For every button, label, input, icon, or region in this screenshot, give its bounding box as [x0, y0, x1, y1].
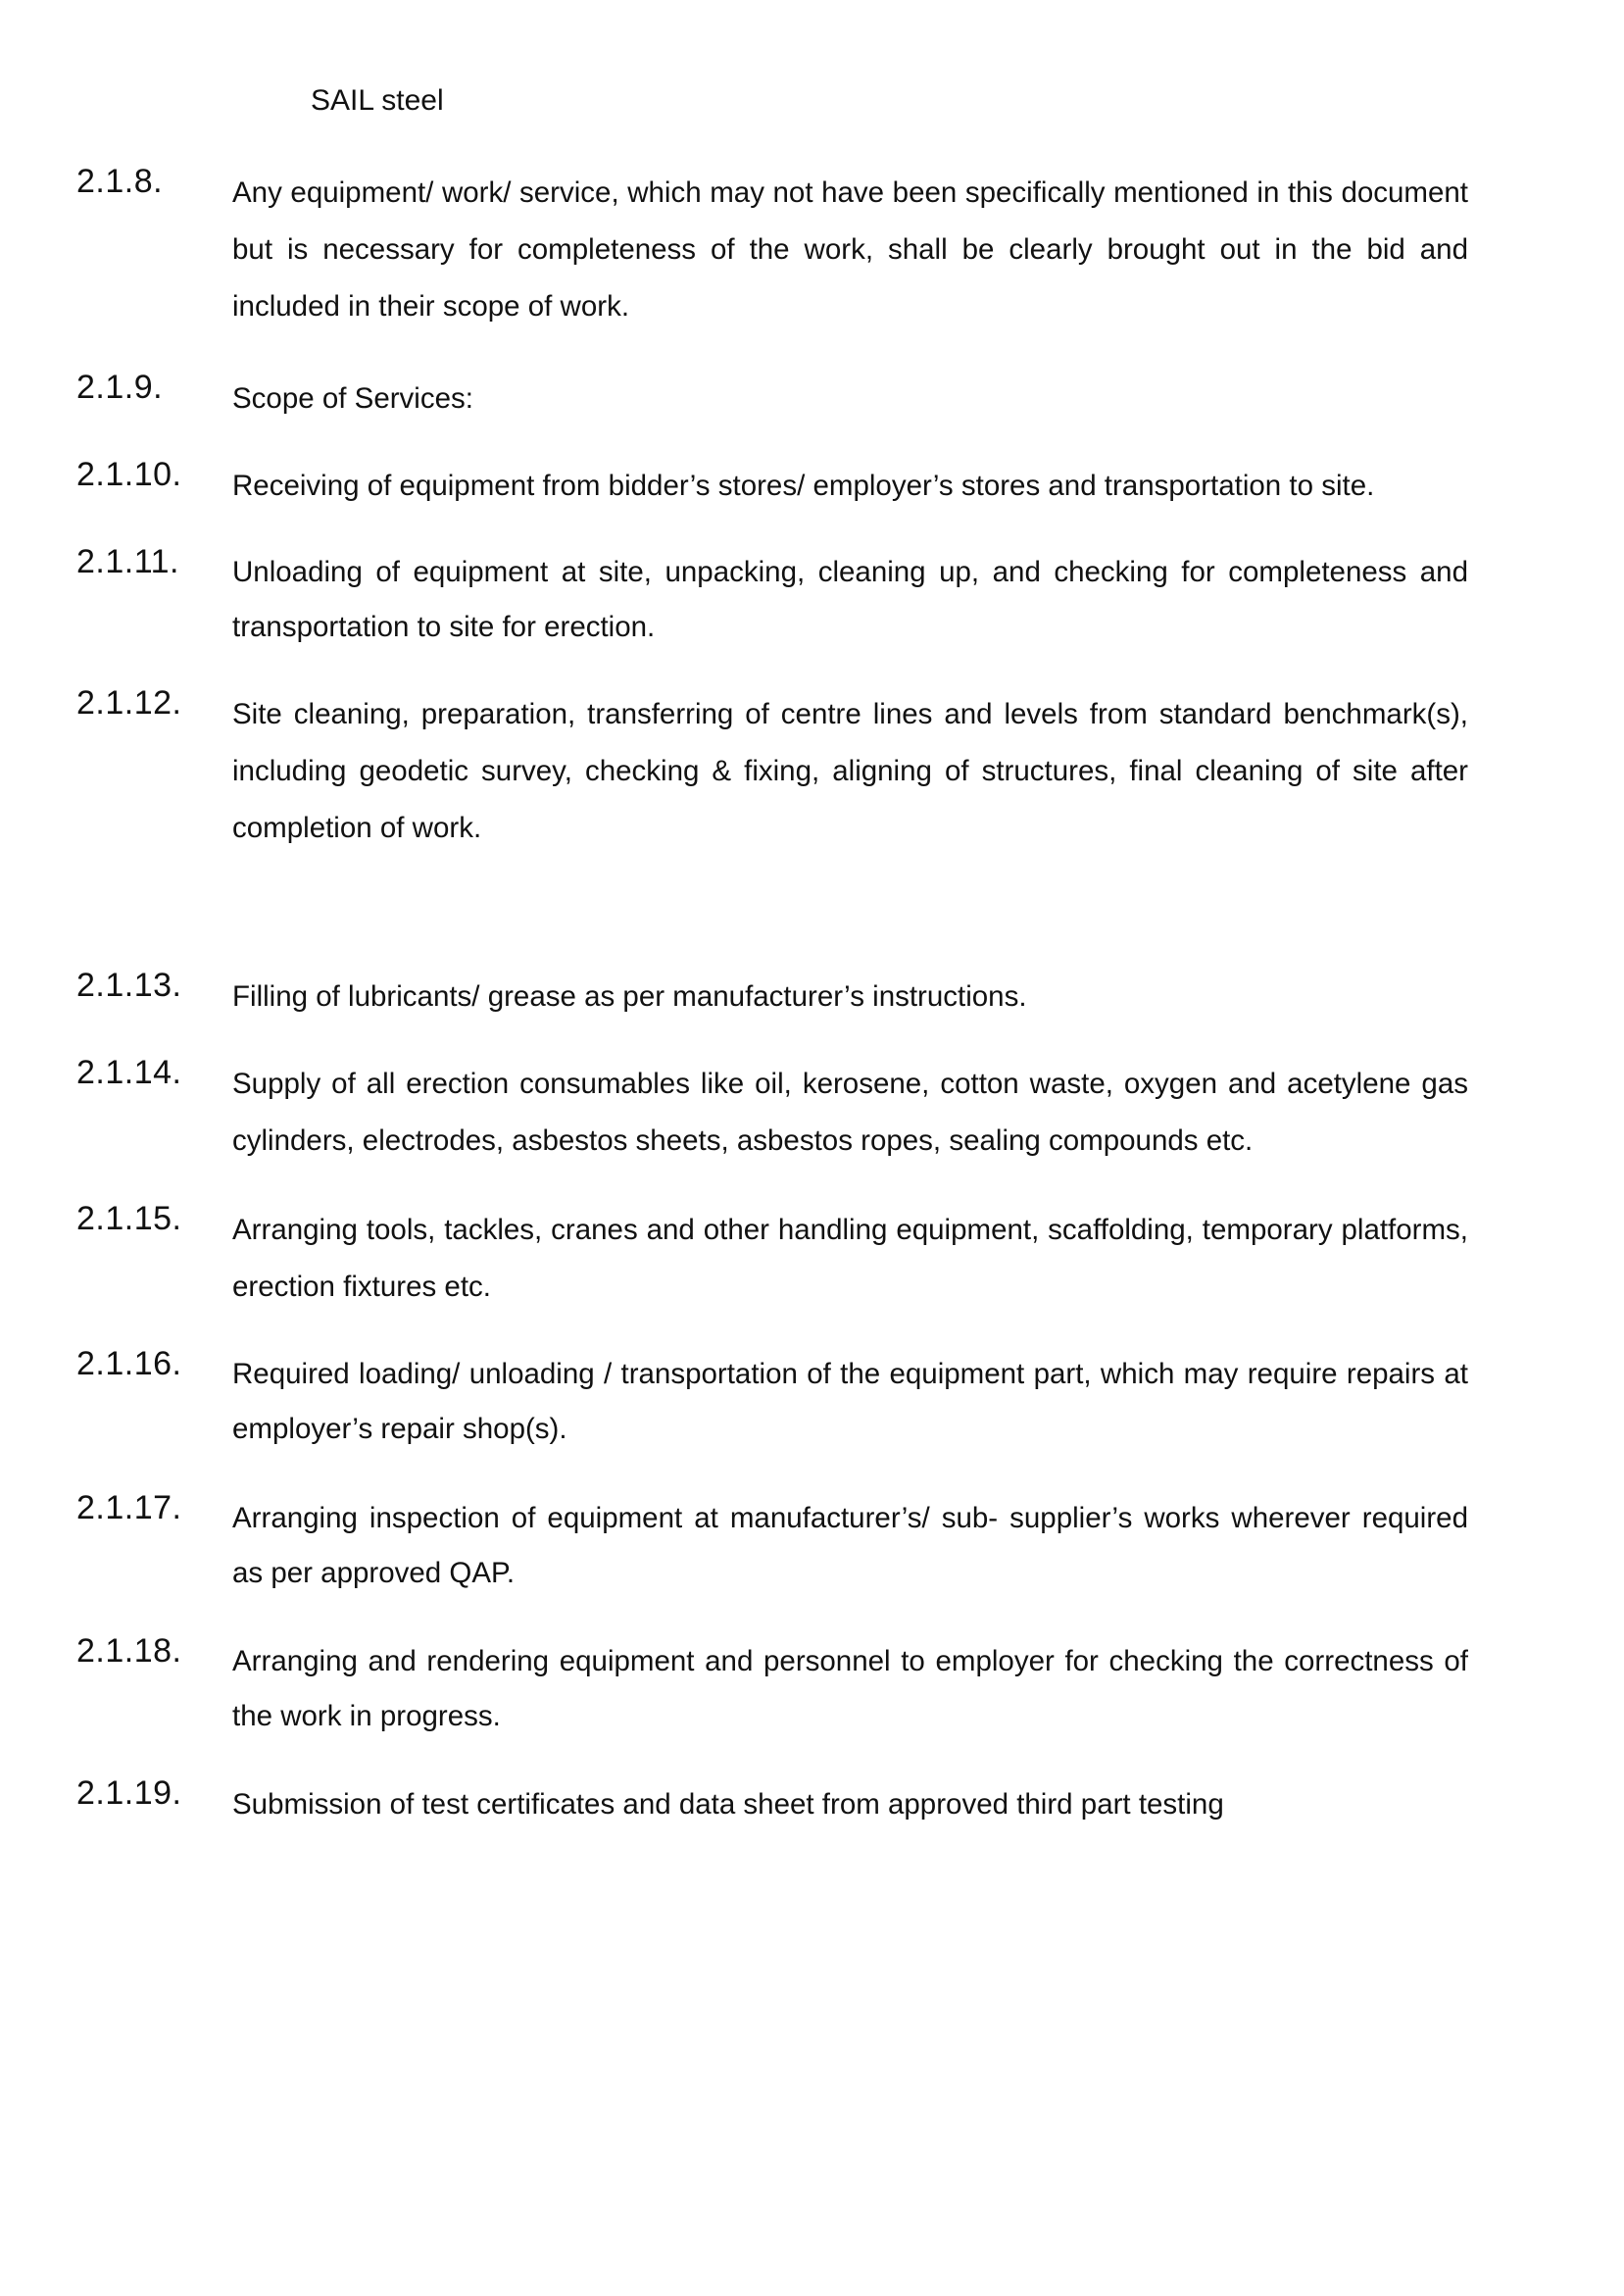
clause-text: Arranging inspection of equipment at manufacturer’s/ sub- supplier’s works wherever required as per approved QAP. [232, 1502, 1468, 1589]
clause-number: 2.1.11. [76, 543, 179, 580]
clause-text: Scope of Services: [232, 382, 473, 415]
clause-number: 2.1.10. [76, 456, 182, 493]
clause-2-1-12 [76, 686, 1468, 857]
clause-2-1-18 [76, 1634, 1468, 1744]
clause-number: 2.1.9. [76, 369, 164, 406]
carryover-text: SAIL steel [311, 84, 444, 117]
clause-2-1-14 [76, 1056, 1468, 1170]
clause-text: Arranging and rendering equipment and personnel to employer for checking the correctness of the work in progress. [232, 1645, 1468, 1732]
clause-2-1-13 [76, 969, 1468, 1025]
clause-number: 2.1.8. [76, 163, 164, 200]
clause-text: Filling of lubricants/ grease as per manufacturer’s instructions. [232, 980, 1027, 1013]
clause-text: Required loading/ unloading / transportation of the equipment part, which may require repairs at employer’s repair shop(s). [232, 1358, 1468, 1445]
clause-text: Supply of all erection consumables like oil, kerosene, cotton waste, oxygen and acetylene gas cylinders, electrodes, asbestos sheets, asbestos ropes, sealing compounds etc. [232, 1068, 1468, 1157]
clause-number: 2.1.19. [76, 1774, 182, 1812]
clause-2-1-9 [76, 371, 1468, 427]
clause-text: Any equipment/ work/ service, which may not have been specifically mentioned in this document but is necessary for completeness of the work, shall be clearly brought out in the bid and included in their scope of work. [232, 176, 1468, 323]
clause-2-1-19 [76, 1776, 1468, 1833]
clause-2-1-10 [76, 458, 1468, 515]
clause-text: Submission of test certificates and data sheet from approved third part testing [232, 1788, 1224, 1821]
clause-2-1-17 [76, 1491, 1468, 1601]
clause-text: Site cleaning, preparation, transferring of centre lines and levels from standard benchmark(s), including geodetic survey, checking & fixing, aligning of structures, final cleaning of site after completion of work. [232, 698, 1468, 844]
clause-number: 2.1.14. [76, 1054, 182, 1091]
clause-2-1-16 [76, 1347, 1468, 1457]
clause-text: Receiving of equipment from bidder’s stores/ employer’s stores and transportation to site. [232, 470, 1375, 502]
clause-number: 2.1.16. [76, 1345, 182, 1382]
clause-2-1-11 [76, 545, 1468, 655]
clause-text: Unloading of equipment at site, unpacking, cleaning up, and checking for completeness and transportation to site for erection. [232, 556, 1468, 643]
clause-number: 2.1.13. [76, 967, 182, 1004]
clause-number: 2.1.12. [76, 684, 182, 722]
clause-2-1-8 [76, 165, 1468, 335]
clause-number: 2.1.15. [76, 1200, 182, 1237]
clause-text: Arranging tools, tackles, cranes and other handling equipment, scaffolding, temporary platforms, erection fixtures etc. [232, 1214, 1468, 1303]
clause-number: 2.1.18. [76, 1632, 182, 1670]
clause-number: 2.1.17. [76, 1489, 182, 1526]
clause-2-1-15 [76, 1202, 1468, 1316]
